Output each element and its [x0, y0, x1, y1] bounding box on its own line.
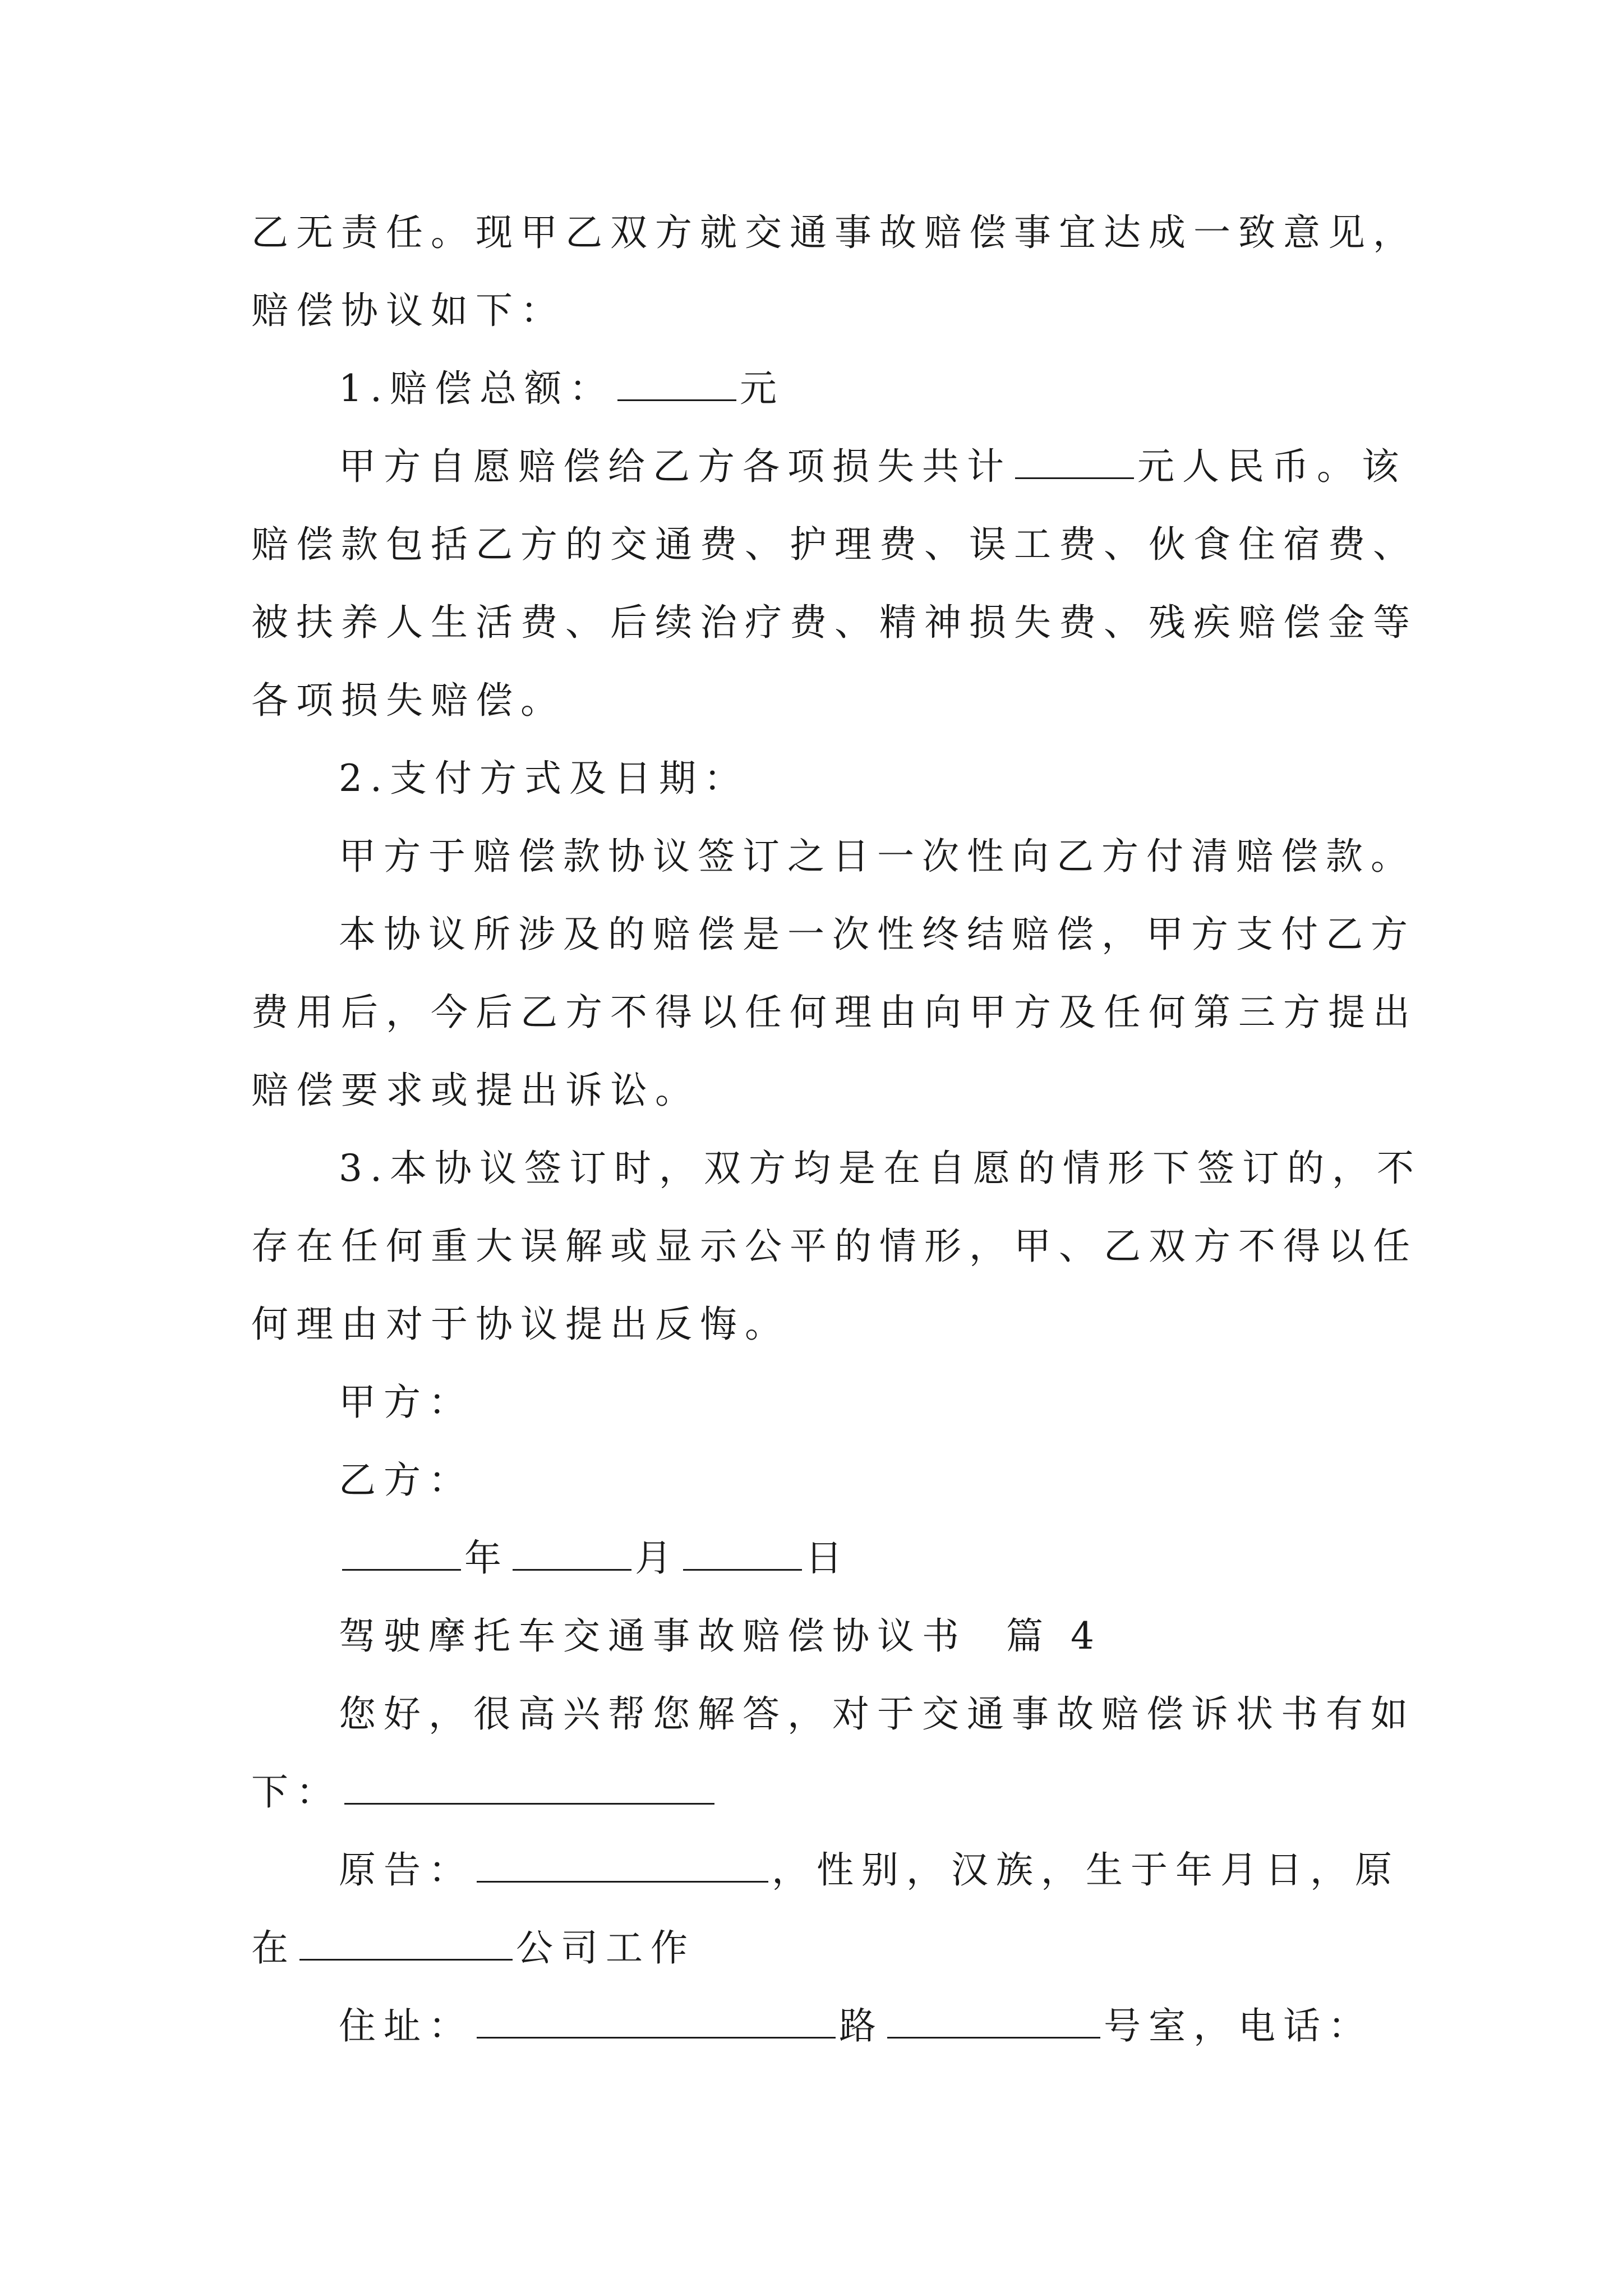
- plaintiff-name-blank: [477, 1881, 768, 1883]
- text-p3: 甲方于赔偿款协议签订之日一次性向乙方付清赔偿款。: [339, 835, 1415, 878]
- paragraph-line: [251, 1770, 718, 1814]
- address-blank: [477, 2037, 836, 2039]
- date-month-label: 月: [635, 1536, 680, 1580]
- answer-blank: [344, 1803, 714, 1805]
- party-b-line: [339, 1458, 473, 1502]
- paragraph-line: [251, 523, 1418, 566]
- plaintiff-line: [339, 1848, 1400, 1892]
- party-a-label: 甲方：: [339, 1381, 473, 1424]
- text-p6b: 下：: [251, 1770, 341, 1814]
- work-line: [251, 1926, 695, 1970]
- work-post: 公司工作: [516, 1926, 695, 1970]
- plaintiff-label: 原告：: [339, 1848, 473, 1892]
- amount-blank: [1015, 477, 1134, 479]
- section-title-text: 驾驶摩托车交通事故赔偿协议书 篇 4: [339, 1614, 1102, 1658]
- text-p4a: 本协议所涉及的赔偿是一次性终结赔偿，甲方支付乙方: [339, 913, 1415, 956]
- text-p2c: 被扶养人生活费、后续治疗费、精神损失费、残疾赔偿金等: [251, 601, 1418, 644]
- text-p5a: 3.本协议签订时，双方均是在自愿的情形下签订的，不: [339, 1147, 1422, 1190]
- text-p5c: 何理由对于协议提出反悔。: [251, 1303, 790, 1346]
- paragraph-line: [251, 991, 1418, 1034]
- text-p5b: 存在任何重大误解或显示公平的情形，甲、乙双方不得以任: [251, 1225, 1418, 1268]
- paragraph-line: [251, 1069, 700, 1112]
- paragraph-line: [251, 679, 565, 722]
- text-p2a-post: 元人民币。该: [1137, 445, 1407, 488]
- paragraph-line: [339, 445, 1407, 488]
- text-p4b: 费用后，今后乙方不得以任何理由向甲方及任何第三方提出: [251, 991, 1418, 1034]
- party-a-line: [339, 1381, 473, 1424]
- text-p1a: 乙无责任。现甲乙双方就交通事故赔偿事宜达成一致意见，: [251, 211, 1418, 254]
- date-line: [339, 1536, 850, 1580]
- item-2-line: [339, 757, 749, 800]
- paragraph-line: [251, 211, 1418, 254]
- address-room: 号室，电话：: [1104, 2004, 1373, 2047]
- item-1-line: [339, 367, 785, 410]
- section-title: [339, 1614, 1102, 1658]
- paragraph-line: [339, 835, 1415, 878]
- plaintiff-rest: ，性别，汉族，生于年月日，原: [772, 1848, 1400, 1892]
- text-p2a-pre: 甲方自愿赔偿给乙方各项损失共计: [339, 445, 1012, 488]
- paragraph-line: [339, 1692, 1415, 1736]
- paragraph-line: [251, 601, 1418, 644]
- room-blank: [887, 2037, 1100, 2039]
- paragraph-line: [251, 1303, 790, 1346]
- text-p2d: 各项损失赔偿。: [251, 679, 565, 722]
- text-p4c: 赔偿要求或提出诉讼。: [251, 1069, 700, 1112]
- month-blank: [513, 1569, 631, 1571]
- item-1-label: 1.赔偿总额：: [339, 367, 614, 410]
- year-blank: [342, 1569, 461, 1571]
- party-b-label: 乙方：: [339, 1458, 473, 1502]
- text-p1b: 赔偿协议如下：: [251, 289, 565, 332]
- address-label: 住址：: [339, 2004, 473, 2047]
- address-road: 路: [839, 2004, 884, 2047]
- day-blank: [683, 1569, 802, 1571]
- paragraph-line: [251, 289, 565, 332]
- date-day-label: 日: [805, 1536, 850, 1580]
- total-amount-blank: [617, 399, 736, 401]
- text-p2b: 赔偿款包括乙方的交通费、护理费、误工费、伙食住宿费、: [251, 523, 1418, 566]
- text-p6a: 您好，很高兴帮您解答，对于交通事故赔偿诉状书有如: [339, 1692, 1415, 1736]
- date-year-label: 年: [464, 1536, 509, 1580]
- item-2-label: 2.支付方式及日期：: [339, 757, 749, 800]
- paragraph-line: [251, 1225, 1418, 1268]
- item-1-unit: 元: [739, 367, 785, 410]
- company-blank: [299, 1959, 513, 1961]
- address-line: [339, 2004, 1373, 2047]
- item-3-line: [339, 1147, 1422, 1190]
- work-pre: 在: [251, 1926, 296, 1970]
- paragraph-line: [339, 913, 1415, 956]
